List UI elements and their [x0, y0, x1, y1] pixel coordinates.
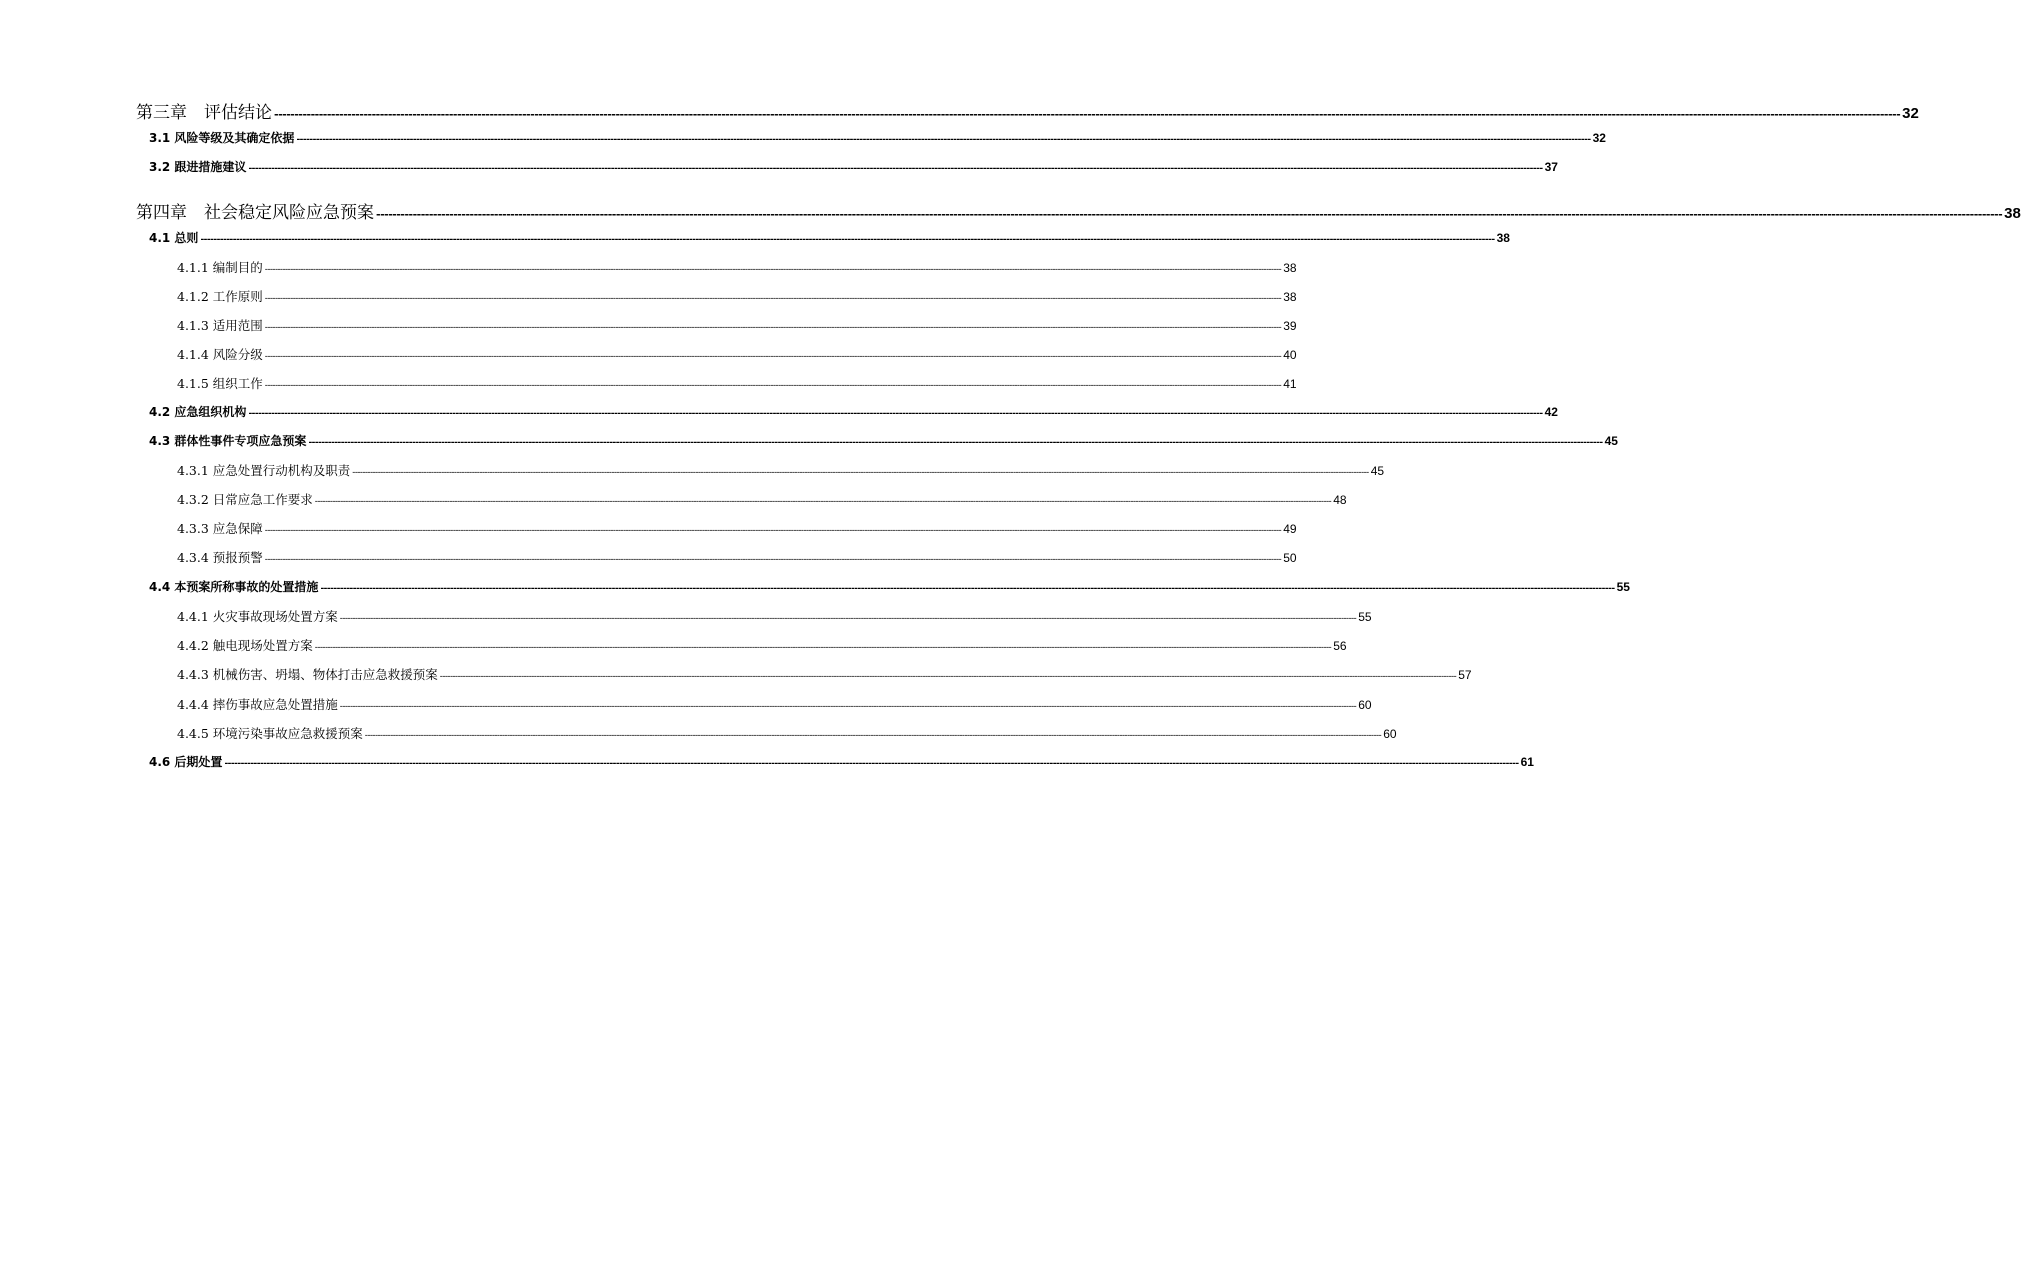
toc-section-entry[interactable] — [149, 129, 1606, 149]
toc-dot-leader: ---------------------------------------------------------------------------------------------------------------------------------------------------------------------------------------------------------------------------------------------------------------------------------------------------------------------------------------------------------------------------------------------------------------- — [264, 323, 1282, 333]
toc-subsection-entry[interactable] — [177, 345, 1297, 365]
toc-page-number: 60 — [1358, 698, 1372, 712]
toc-entry-label: 4.2 应急组织机构 — [149, 405, 247, 419]
toc-dot-leader: ---------------------------------------------------------------------------------------------------------------------------------------------------------------------------------------------------------------------------------------------------------------------------------------------------------------------------------------------------------------------------------------------------------------- — [339, 614, 1357, 624]
toc-entry-label: 4.3.1 应急处置行动机构及职责 — [177, 463, 351, 478]
toc-subsection-entry[interactable] — [177, 548, 1297, 568]
toc-subsection-entry[interactable] — [177, 461, 1385, 481]
toc-entry-label: 3.2 跟进措施建议 — [149, 160, 247, 174]
toc-subsection-entry[interactable] — [177, 374, 1297, 394]
toc-entry-label: 4.4.4 摔伤事故应急处置措施 — [177, 697, 338, 712]
toc-entry-label: 4.1.1 编制目的 — [177, 260, 263, 275]
toc-dot-leader: ---------------------------------------------------------------------------------------------------------------------------------------------------------------------------------------------------------------------------------------------------------------------------------------------------------------------------------------------------------------------------------------------------------------- — [274, 108, 1901, 121]
toc-page-number: 55 — [1358, 610, 1372, 624]
toc-page-number: 32 — [1902, 105, 1919, 122]
toc-page-number: 38 — [1496, 231, 1510, 245]
toc-subsection-entry[interactable] — [177, 519, 1297, 539]
toc-dot-leader: ---------------------------------------------------------------------------------------------------------------------------------------------------------------------------------------------------------------------------------------------------------------------------------------------------------------------------------------------------------------------------------------------------------------- — [314, 643, 1332, 653]
toc-section-entry[interactable] — [149, 578, 1630, 598]
toc-dot-leader: ---------------------------------------------------------------------------------------------------------------------------------------------------------------------------------------------------------------------------------------------------------------------------------------------------------------------------------------------------------------------------------------------------------------- — [339, 702, 1357, 712]
toc-page-number: 45 — [1370, 464, 1385, 478]
toc-page-number: 41 — [1283, 377, 1297, 391]
toc-page-number: 48 — [1333, 493, 1347, 507]
toc-entry-label: 4.3.2 日常应急工作要求 — [177, 492, 313, 507]
toc-dot-leader: ---------------------------------------------------------------------------------------------------------------------------------------------------------------------------------------------------------------------------------------------------------------------------------------------------------------------------------------------------------------------------------------------------------------- — [364, 731, 1382, 741]
toc-section-entry[interactable] — [149, 403, 1558, 423]
toc-dot-leader: ---------------------------------------------------------------------------------------------------------------------------------------------------------------------------------------------------------------------------------------------------------------------------------------------------------------------------------------------------------------------------------------------------------------- — [264, 294, 1282, 304]
toc-dot-leader: ---------------------------------------------------------------------------------------------------------------------------------------------------------------------------------------------------------------------------------------------------------------------------------------------------------------------------------------------------------------------------------------------------------------- — [296, 135, 1591, 145]
toc-section-entry[interactable] — [149, 229, 1510, 249]
toc-dot-leader: ---------------------------------------------------------------------------------------------------------------------------------------------------------------------------------------------------------------------------------------------------------------------------------------------------------------------------------------------------------------------------------------------------------------- — [224, 759, 1519, 769]
toc-dot-leader: ---------------------------------------------------------------------------------------------------------------------------------------------------------------------------------------------------------------------------------------------------------------------------------------------------------------------------------------------------------------------------------------------------------------- — [248, 164, 1543, 174]
toc-page-number: 40 — [1283, 348, 1297, 362]
toc-dot-leader: ---------------------------------------------------------------------------------------------------------------------------------------------------------------------------------------------------------------------------------------------------------------------------------------------------------------------------------------------------------------------------------------------------------------- — [264, 381, 1282, 391]
toc-entry-label: 3.1 风险等级及其确定依据 — [149, 131, 295, 145]
toc-entry-label: 4.1 总则 — [149, 231, 199, 245]
toc-chapter-entry[interactable] — [136, 98, 1919, 123]
toc-entry-label: 4.4.3 机械伤害、坍塌、物体打击应急救援预案 — [177, 667, 438, 682]
toc-page-number: 55 — [1616, 580, 1630, 594]
toc-section-entry[interactable] — [149, 753, 1534, 773]
toc-entry-label: 4.4.2 触电现场处置方案 — [177, 638, 313, 653]
toc-subsection-entry[interactable] — [177, 724, 1397, 744]
toc-dot-leader: ---------------------------------------------------------------------------------------------------------------------------------------------------------------------------------------------------------------------------------------------------------------------------------------------------------------------------------------------------------------------------------------------------------------- — [439, 672, 1457, 682]
toc-page-number: 49 — [1283, 522, 1297, 536]
toc-entry-label: 4.1.3 适用范围 — [177, 318, 263, 333]
toc-page-number: 38 — [1283, 261, 1297, 275]
toc-entry-label: 4.4 本预案所称事故的处置措施 — [149, 580, 319, 594]
toc-dot-leader: ---------------------------------------------------------------------------------------------------------------------------------------------------------------------------------------------------------------------------------------------------------------------------------------------------------------------------------------------------------------------------------------------------------------- — [264, 526, 1282, 536]
toc-page-number: 60 — [1383, 727, 1397, 741]
toc-entry-label: 4.1.2 工作原则 — [177, 289, 263, 304]
toc-dot-leader: ---------------------------------------------------------------------------------------------------------------------------------------------------------------------------------------------------------------------------------------------------------------------------------------------------------------------------------------------------------------------------------------------------------------- — [314, 497, 1332, 507]
toc-dot-leader: ---------------------------------------------------------------------------------------------------------------------------------------------------------------------------------------------------------------------------------------------------------------------------------------------------------------------------------------------------------------------------------------------------------------- — [200, 235, 1495, 245]
toc-dot-leader: ---------------------------------------------------------------------------------------------------------------------------------------------------------------------------------------------------------------------------------------------------------------------------------------------------------------------------------------------------------------------------------------------------------------- — [308, 438, 1603, 448]
toc-dot-leader: ---------------------------------------------------------------------------------------------------------------------------------------------------------------------------------------------------------------------------------------------------------------------------------------------------------------------------------------------------------------------------------------------------------------- — [352, 468, 1369, 478]
toc-page-number: 42 — [1544, 405, 1558, 419]
toc-dot-leader: ---------------------------------------------------------------------------------------------------------------------------------------------------------------------------------------------------------------------------------------------------------------------------------------------------------------------------------------------------------------------------------------------------------------- — [320, 584, 1615, 594]
toc-dot-leader: ---------------------------------------------------------------------------------------------------------------------------------------------------------------------------------------------------------------------------------------------------------------------------------------------------------------------------------------------------------------------------------------------------------------- — [264, 352, 1282, 362]
toc-page-number: 38 — [2004, 205, 2021, 222]
toc-entry-label: 4.3.3 应急保障 — [177, 521, 263, 536]
toc-page-number: 38 — [1283, 290, 1297, 304]
toc-entry-label: 4.3 群体性事件专项应急预案 — [149, 434, 307, 448]
toc-entry-label: 4.6 后期处置 — [149, 755, 223, 769]
toc-subsection-entry[interactable] — [177, 636, 1347, 656]
toc-entry-label: 4.1.4 风险分级 — [177, 347, 263, 362]
toc-subsection-entry[interactable] — [177, 695, 1372, 715]
toc-page-number: 45 — [1604, 434, 1618, 448]
toc-entry-label: 第四章 社会稳定风险应急预案 — [136, 203, 374, 223]
toc-entry-label: 4.4.5 环境污染事故应急救援预案 — [177, 726, 363, 741]
toc-page-number: 56 — [1333, 639, 1347, 653]
toc-subsection-entry[interactable] — [177, 258, 1297, 278]
toc-page-number: 39 — [1283, 319, 1297, 333]
toc-entry-label: 4.1.5 组织工作 — [177, 376, 263, 391]
toc-dot-leader: ---------------------------------------------------------------------------------------------------------------------------------------------------------------------------------------------------------------------------------------------------------------------------------------------------------------------------------------------------------------------------------------------------------------- — [264, 555, 1282, 565]
toc-page-number: 61 — [1520, 755, 1534, 769]
toc-subsection-entry[interactable] — [177, 490, 1347, 510]
toc-page-number: 50 — [1283, 551, 1297, 565]
toc-dot-leader: ---------------------------------------------------------------------------------------------------------------------------------------------------------------------------------------------------------------------------------------------------------------------------------------------------------------------------------------------------------------------------------------------------------------- — [264, 265, 1282, 275]
toc-entry-label: 第三章 评估结论 — [136, 103, 272, 123]
toc-page-number: 32 — [1592, 131, 1606, 145]
toc-section-entry[interactable] — [149, 432, 1618, 452]
toc-dot-leader: ---------------------------------------------------------------------------------------------------------------------------------------------------------------------------------------------------------------------------------------------------------------------------------------------------------------------------------------------------------------------------------------------------------------- — [248, 409, 1543, 419]
toc-page-number: 37 — [1544, 160, 1558, 174]
toc-section-entry[interactable] — [149, 158, 1558, 178]
toc-subsection-entry[interactable] — [177, 316, 1297, 336]
toc-page-number: 57 — [1458, 668, 1472, 682]
toc-subsection-entry[interactable] — [177, 665, 1472, 685]
toc-subsection-entry[interactable] — [177, 607, 1372, 627]
toc-subsection-entry[interactable] — [177, 287, 1297, 307]
toc-dot-leader: ---------------------------------------------------------------------------------------------------------------------------------------------------------------------------------------------------------------------------------------------------------------------------------------------------------------------------------------------------------------------------------------------------------------- — [376, 208, 2003, 221]
toc-chapter-entry[interactable] — [136, 198, 2021, 223]
toc-entry-label: 4.3.4 预报预警 — [177, 550, 263, 565]
toc-entry-label: 4.4.1 火灾事故现场处置方案 — [177, 609, 338, 624]
